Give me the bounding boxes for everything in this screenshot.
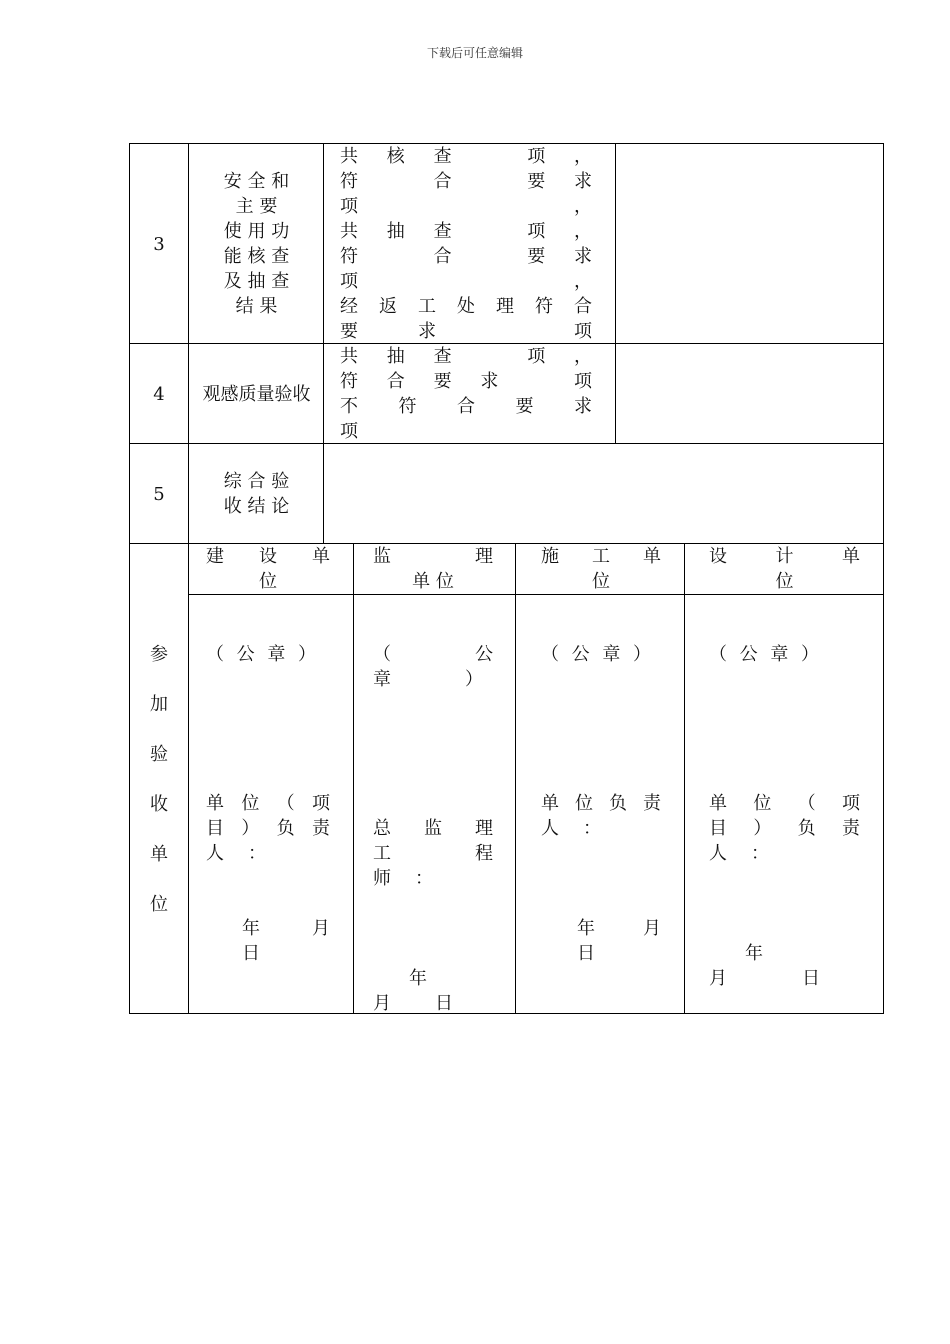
cell-char: 求 bbox=[574, 396, 592, 417]
cell-char: 人 bbox=[709, 843, 727, 864]
cell-char: 总 bbox=[373, 818, 391, 839]
cell-char: 单 bbox=[312, 546, 330, 567]
cell-char bbox=[480, 169, 498, 194]
cell-char: 师 bbox=[373, 868, 391, 889]
cell-char: 位 bbox=[753, 793, 772, 814]
cell-char: 要 bbox=[433, 371, 452, 392]
cell-char: 返 bbox=[379, 296, 397, 317]
cell-char: 符 bbox=[535, 296, 553, 317]
cell-char: 单 bbox=[643, 546, 661, 567]
row-number: 5 bbox=[153, 484, 165, 505]
cell-char: 共 bbox=[340, 146, 358, 167]
content-line bbox=[340, 319, 592, 344]
cell-char: 监 bbox=[373, 546, 391, 567]
cell-char: 求 bbox=[573, 171, 592, 192]
cell-char: 项 bbox=[527, 221, 546, 242]
cell-char: 责 bbox=[841, 818, 860, 839]
date-line bbox=[709, 966, 820, 991]
signer-line bbox=[206, 816, 330, 841]
cell-char: 责 bbox=[311, 818, 330, 839]
cell-char: 项 bbox=[527, 146, 546, 167]
cell-char: ， bbox=[574, 271, 592, 292]
cell-char: 经 bbox=[340, 296, 358, 317]
cell-char: 目 bbox=[709, 818, 727, 839]
row-number: 3 bbox=[153, 234, 165, 255]
cell-char: （ bbox=[206, 644, 224, 665]
cell-char: 单 bbox=[541, 793, 559, 814]
cell-char: 人 bbox=[541, 818, 559, 839]
signer-line bbox=[541, 816, 601, 841]
cell-char: 查 bbox=[433, 346, 452, 367]
cell-char: 项 bbox=[311, 793, 330, 814]
side-label-char: 位 bbox=[150, 894, 168, 915]
cell-char: 合 bbox=[457, 396, 475, 417]
cell-char: 月 bbox=[373, 993, 391, 1014]
date-line: 年 bbox=[409, 968, 427, 989]
cell-char: 负 bbox=[276, 818, 295, 839]
cell-char: 处 bbox=[457, 296, 475, 317]
cell-char: 核 bbox=[386, 146, 405, 167]
cell-char: 理 bbox=[496, 296, 514, 317]
cell-char bbox=[387, 169, 405, 194]
item-name: 能 核 查 bbox=[223, 246, 290, 267]
cell-char: 合 bbox=[574, 296, 592, 317]
content-line bbox=[340, 194, 592, 219]
cell-char: 项 bbox=[527, 346, 546, 367]
cell-char bbox=[480, 219, 498, 244]
signer-line bbox=[206, 841, 266, 866]
cell-char: ， bbox=[573, 346, 592, 367]
table-border bbox=[323, 143, 324, 544]
cell-char: 日 bbox=[802, 968, 820, 989]
side-label-char: 参 bbox=[150, 644, 168, 665]
cell-char: 月 bbox=[709, 968, 727, 989]
signer-line bbox=[709, 791, 860, 816]
cell-char: ） bbox=[632, 644, 651, 665]
content-line bbox=[340, 419, 592, 444]
seal-line bbox=[206, 642, 316, 667]
cell-char: （ bbox=[276, 793, 295, 814]
cell-char: ） bbox=[297, 644, 316, 665]
cell-char: 符 bbox=[340, 371, 358, 392]
cell-char: 设 bbox=[259, 546, 277, 567]
cell-char: 公 bbox=[475, 644, 493, 665]
signer-line bbox=[206, 791, 330, 816]
date-line bbox=[577, 916, 661, 941]
cell-char: 建 bbox=[206, 546, 224, 567]
cell-char: 公 bbox=[571, 644, 590, 665]
unit-title bbox=[541, 544, 661, 569]
cell-char: 负 bbox=[797, 818, 816, 839]
cell-char: 项 bbox=[340, 421, 358, 442]
cell-char: 责 bbox=[643, 793, 661, 814]
side-label-char: 加 bbox=[150, 694, 168, 715]
content-line bbox=[340, 344, 592, 369]
date-line bbox=[373, 991, 453, 1016]
cell-char: 计 bbox=[775, 546, 794, 567]
cell-char: 月 bbox=[643, 918, 661, 939]
cell-char: 项 bbox=[340, 196, 358, 217]
cell-char: 人 bbox=[206, 843, 224, 864]
cell-char: ） bbox=[465, 669, 483, 690]
cell-char: （ bbox=[541, 644, 559, 665]
seal-line bbox=[373, 642, 493, 667]
content-line bbox=[340, 244, 592, 269]
item-name: 综 合 验 bbox=[223, 471, 290, 492]
table-border bbox=[684, 543, 685, 1014]
unit-title: 单 位 bbox=[412, 571, 454, 592]
cell-char: 合 bbox=[386, 371, 405, 392]
cell-char: 章 bbox=[373, 669, 391, 690]
content-line bbox=[340, 169, 592, 194]
cell-char: 共 bbox=[340, 346, 358, 367]
cell-char: 不 bbox=[340, 396, 358, 417]
signer-line bbox=[709, 841, 769, 866]
cell-char: 求 bbox=[573, 246, 592, 267]
cell-char: （ bbox=[373, 644, 391, 665]
cell-char bbox=[486, 394, 504, 419]
cell-char: 工 bbox=[418, 296, 436, 317]
cell-char: 章 bbox=[770, 644, 789, 665]
unit-title bbox=[709, 544, 860, 569]
cell-char: 位 bbox=[575, 793, 593, 814]
cell-char: 求 bbox=[418, 321, 436, 342]
date-line: 年 bbox=[745, 943, 763, 964]
cell-char: 要 bbox=[527, 246, 546, 267]
cell-char: ： bbox=[751, 843, 769, 864]
cell-char: ， bbox=[574, 196, 592, 217]
cell-char: ： bbox=[583, 818, 601, 839]
date-line bbox=[242, 916, 330, 941]
content-line bbox=[340, 219, 592, 244]
unit-title: 位 bbox=[775, 571, 794, 592]
date-line: 日 bbox=[577, 943, 595, 964]
table-border bbox=[129, 1013, 884, 1014]
cell-char bbox=[369, 394, 387, 419]
signer-line bbox=[709, 816, 860, 841]
cell-char: 合 bbox=[433, 171, 452, 192]
cell-char: 要 bbox=[527, 171, 546, 192]
content-line bbox=[340, 294, 592, 319]
cell-char: 年 bbox=[577, 918, 595, 939]
page-header: 下载后可任意编辑 bbox=[426, 46, 523, 60]
cell-char: ， bbox=[573, 221, 592, 242]
cell-char: 求 bbox=[480, 371, 499, 392]
cell-char: 单 bbox=[709, 793, 727, 814]
item-name: 安 全 和 bbox=[223, 171, 290, 192]
table-border bbox=[883, 143, 884, 1014]
cell-char: 年 bbox=[242, 918, 260, 939]
table-border bbox=[188, 143, 189, 1014]
cell-char bbox=[545, 394, 563, 419]
cell-char: 共 bbox=[340, 221, 358, 242]
cell-char bbox=[480, 344, 498, 369]
cell-char: 月 bbox=[312, 918, 330, 939]
table-border bbox=[129, 143, 130, 1014]
cell-char: 抽 bbox=[386, 346, 405, 367]
cell-char: 工 bbox=[592, 546, 610, 567]
signer-line bbox=[373, 816, 493, 841]
cell-char: 合 bbox=[433, 246, 452, 267]
cell-char: ： bbox=[248, 843, 266, 864]
cell-char: 项 bbox=[574, 321, 592, 342]
cell-char bbox=[428, 394, 446, 419]
cell-char: 抽 bbox=[386, 221, 405, 242]
cell-char: ） bbox=[753, 818, 772, 839]
cell-char: 章 bbox=[602, 644, 621, 665]
seal-line bbox=[373, 667, 483, 692]
signer-line bbox=[373, 841, 493, 866]
content-line bbox=[340, 369, 592, 394]
content-line bbox=[340, 394, 592, 419]
cell-char: 理 bbox=[475, 546, 493, 567]
table-border bbox=[615, 143, 616, 444]
table-border bbox=[188, 594, 884, 595]
item-name: 观感质量验收 bbox=[202, 384, 311, 405]
cell-char: 设 bbox=[709, 546, 727, 567]
cell-char: 符 bbox=[340, 246, 358, 267]
cell-char: 公 bbox=[739, 644, 758, 665]
cell-char bbox=[387, 244, 405, 269]
unit-title bbox=[206, 544, 330, 569]
cell-char bbox=[480, 144, 498, 169]
seal-line bbox=[541, 642, 651, 667]
cell-char: 单 bbox=[206, 793, 224, 814]
side-label-char: 收 bbox=[150, 794, 168, 815]
item-name: 使 用 功 bbox=[223, 221, 290, 242]
cell-char: 施 bbox=[541, 546, 559, 567]
item-name: 结 果 bbox=[235, 296, 278, 317]
cell-char: 项 bbox=[573, 371, 592, 392]
cell-char: 查 bbox=[433, 221, 452, 242]
cell-char: 符 bbox=[398, 396, 417, 417]
cell-char: 位 bbox=[241, 793, 260, 814]
cell-char: 目 bbox=[206, 818, 224, 839]
cell-char: 符 bbox=[340, 171, 358, 192]
cell-char: 理 bbox=[475, 818, 493, 839]
cell-char: 监 bbox=[424, 818, 442, 839]
unit-title: 位 bbox=[259, 571, 277, 592]
cell-char: 工 bbox=[373, 843, 391, 864]
cell-char: 项 bbox=[841, 793, 860, 814]
cell-char bbox=[480, 244, 498, 269]
signer-line bbox=[373, 866, 433, 891]
cell-char: 项 bbox=[340, 271, 358, 292]
row-number: 4 bbox=[153, 384, 165, 405]
item-name: 及 抽 查 bbox=[223, 271, 290, 292]
item-name: 主 要 bbox=[235, 196, 278, 217]
cell-char: ： bbox=[415, 868, 433, 889]
cell-char: 日 bbox=[435, 993, 453, 1014]
cell-char: 要 bbox=[515, 396, 534, 417]
cell-char: 程 bbox=[475, 843, 493, 864]
cell-char: 公 bbox=[236, 644, 255, 665]
cell-char: （ bbox=[709, 644, 727, 665]
item-name: 收 结 论 bbox=[223, 496, 290, 517]
signer-line bbox=[541, 791, 661, 816]
cell-char: （ bbox=[797, 793, 816, 814]
table-border bbox=[515, 543, 516, 1014]
unit-title bbox=[373, 544, 493, 569]
cell-char: 查 bbox=[433, 146, 452, 167]
cell-char: ） bbox=[241, 818, 260, 839]
seal-line bbox=[709, 642, 819, 667]
side-label-char: 验 bbox=[150, 744, 168, 765]
cell-char: ） bbox=[800, 644, 819, 665]
content-line bbox=[340, 269, 592, 294]
cell-char: 章 bbox=[267, 644, 286, 665]
unit-title: 位 bbox=[592, 571, 610, 592]
date-line: 日 bbox=[242, 943, 260, 964]
cell-char: ， bbox=[573, 146, 592, 167]
cell-char bbox=[527, 369, 545, 394]
cell-char: 单 bbox=[842, 546, 860, 567]
cell-char bbox=[496, 319, 514, 344]
cell-char: 负 bbox=[609, 793, 627, 814]
cell-char: 要 bbox=[340, 321, 358, 342]
table-border bbox=[353, 543, 354, 1014]
side-label-char: 单 bbox=[150, 844, 168, 865]
content-line bbox=[340, 144, 592, 169]
